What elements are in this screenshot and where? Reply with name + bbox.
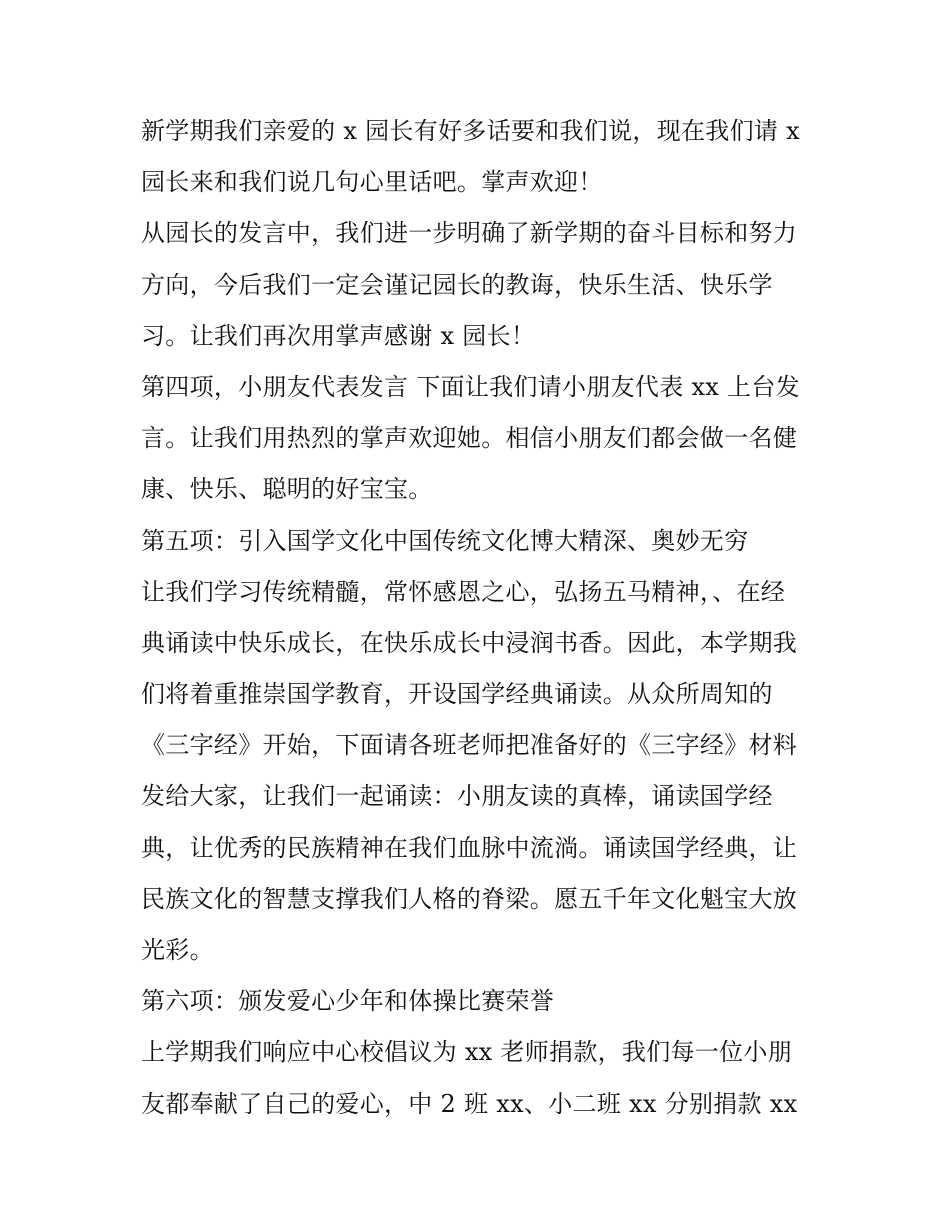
text-line: 光彩。: [141, 936, 214, 964]
text-line: 友都奉献了自己的爱心，中 2 班 xx、小二班 xx 分别捐款 xx: [141, 1089, 798, 1118]
text-line: 典诵读中快乐成长，在快乐成长中浸润书香。因此，本学期我: [141, 628, 798, 657]
text-line: 们将着重推崇国学教育，开设国学经典诵读。从众所周知的: [141, 680, 773, 709]
document-body: [141, 106, 821, 1130]
text-line: 从园长的发言中，我们进一步明确了新学期的奋斗目标和努力: [141, 219, 798, 248]
text-line: 第四项，小朋友代表发言 下面让我们请小朋友代表 xx 上台发: [141, 372, 800, 401]
text-line: 方向，今后我们一定会谨记园长的教诲，快乐生活、快乐学: [141, 270, 773, 299]
text-line: 言。让我们用热烈的掌声欢迎她。相信小朋友们都会做一名健: [141, 424, 798, 453]
text-line: 园长来和我们说几句心里话吧。掌声欢迎！: [141, 168, 603, 197]
text-line: 发给大家，让我们一起诵读：小朋友读的真棒，诵读国学经: [141, 782, 773, 811]
text-line: 让我们学习传统精髓，常怀感恩之心，弘扬五马精神，、在经: [141, 577, 786, 606]
text-line: 第五项：引入国学文化中国传统文化博大精深、奥妙无穷: [141, 526, 749, 555]
text-line: 第六项：颁发爱心少年和体操比赛荣誉: [141, 987, 555, 1016]
text-line: 习。让我们再次用掌声感谢 x 园长！: [141, 321, 536, 350]
text-line: 民族文化的智慧支撑我们人格的脊梁。愿五千年文化魁宝大放: [141, 884, 798, 913]
text-line: 典，让优秀的民族精神在我们血脉中流淌。诵读国学经典，让: [141, 833, 798, 862]
text-line: 上学期我们响应中心校倡议为 xx 老师捐款，我们每一位小朋: [141, 1038, 793, 1067]
text-line: 《三字经》开始，下面请各班老师把准备好的《三字经》材料: [141, 731, 798, 760]
text-line: 康、快乐、聪明的好宝宝。: [141, 475, 433, 504]
text-line: 新学期我们亲爱的 x 园长有好多话要和我们说，现在我们请 x: [141, 117, 800, 145]
